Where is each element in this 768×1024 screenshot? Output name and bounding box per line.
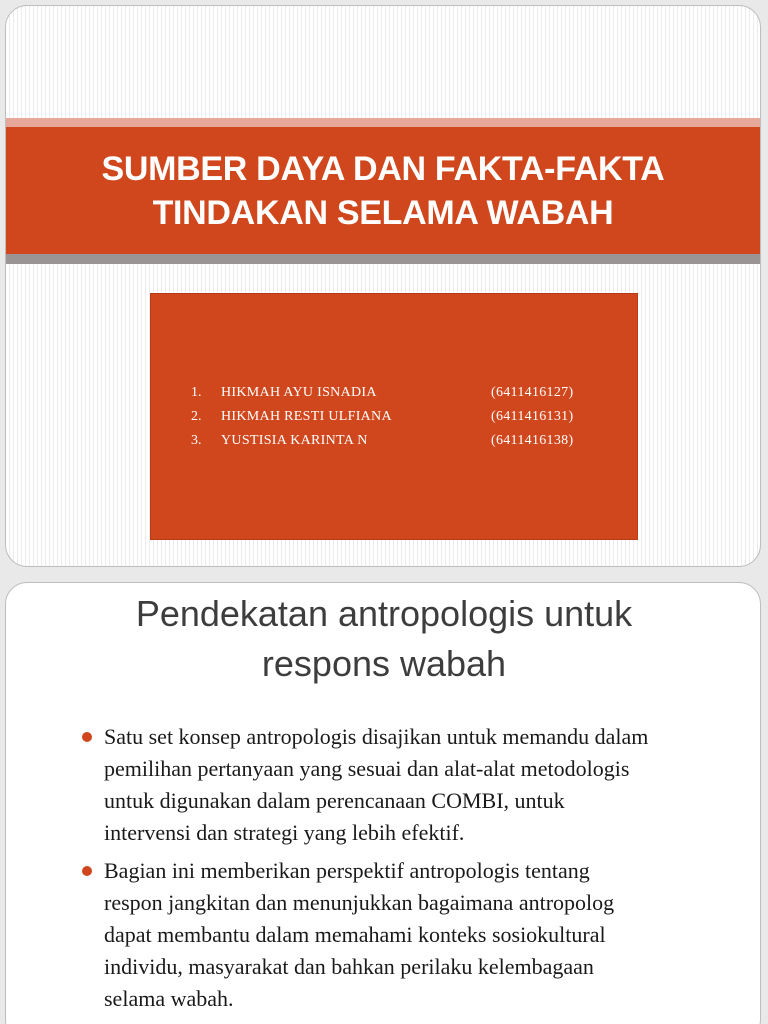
slide-title-line-2: TINDAKAN SELAMA WABAH bbox=[152, 193, 614, 232]
member-list bbox=[191, 381, 611, 453]
member-id: (6411416131) bbox=[491, 409, 574, 424]
slide-title-line-1: SUMBER DAYA DAN FAKTA-FAKTA bbox=[101, 149, 665, 188]
bullet-dot-icon bbox=[82, 866, 92, 876]
member-name: HIKMAH AYU ISNADIA bbox=[221, 385, 377, 400]
bullet-line: Satu set konsep antropologis disajikan untuk memandu dalam bbox=[104, 724, 649, 749]
content-title-line-2: respons wabah bbox=[261, 643, 507, 684]
content-title-line-1: Pendekatan antropologis untuk bbox=[135, 593, 633, 634]
bullet-list bbox=[82, 721, 742, 1021]
title-banner bbox=[6, 127, 760, 254]
member-row bbox=[191, 405, 611, 429]
member-name: HIKMAH RESTI ULFIANA bbox=[221, 409, 392, 424]
slide-title bbox=[62, 147, 705, 235]
member-box bbox=[150, 293, 638, 540]
bullet-dot-icon bbox=[82, 732, 92, 742]
bullet-line: Bagian ini memberikan perspektif antropologis tentang bbox=[104, 858, 590, 883]
bullet-line: respon jangkitan dan menunjukkan bagaimana antropolog bbox=[104, 890, 615, 915]
bullet-line: dapat membantu dalam memahami konteks sosiokultural bbox=[104, 922, 606, 947]
content-slide bbox=[5, 582, 761, 1024]
member-number: 2. bbox=[191, 409, 202, 424]
member-number: 3. bbox=[191, 433, 202, 448]
bullet-line: individu, masyarakat dan bahkan perilaku kelembagaan bbox=[104, 954, 594, 979]
member-row bbox=[191, 429, 611, 453]
bullet-item bbox=[82, 855, 742, 1015]
bullet-line: pemilihan pertanyaan yang sesuai dan alat-alat metodologis bbox=[104, 756, 630, 781]
member-number: 1. bbox=[191, 385, 202, 400]
member-row bbox=[191, 381, 611, 405]
bullet-line: intervensi dan strategi yang lebih efektif. bbox=[104, 820, 465, 845]
member-name: YUSTISIA KARINTA N bbox=[221, 433, 368, 448]
member-id: (6411416127) bbox=[491, 385, 574, 400]
content-slide-title bbox=[46, 589, 722, 689]
bullet-item bbox=[82, 721, 742, 849]
title-slide bbox=[5, 5, 761, 567]
gray-accent-band bbox=[6, 254, 760, 264]
pink-accent-band bbox=[6, 118, 760, 127]
bullet-line: untuk digunakan dalam perencanaan COMBI, untuk bbox=[104, 788, 565, 813]
member-id: (6411416138) bbox=[491, 433, 574, 448]
bullet-line: selama wabah. bbox=[104, 986, 234, 1011]
